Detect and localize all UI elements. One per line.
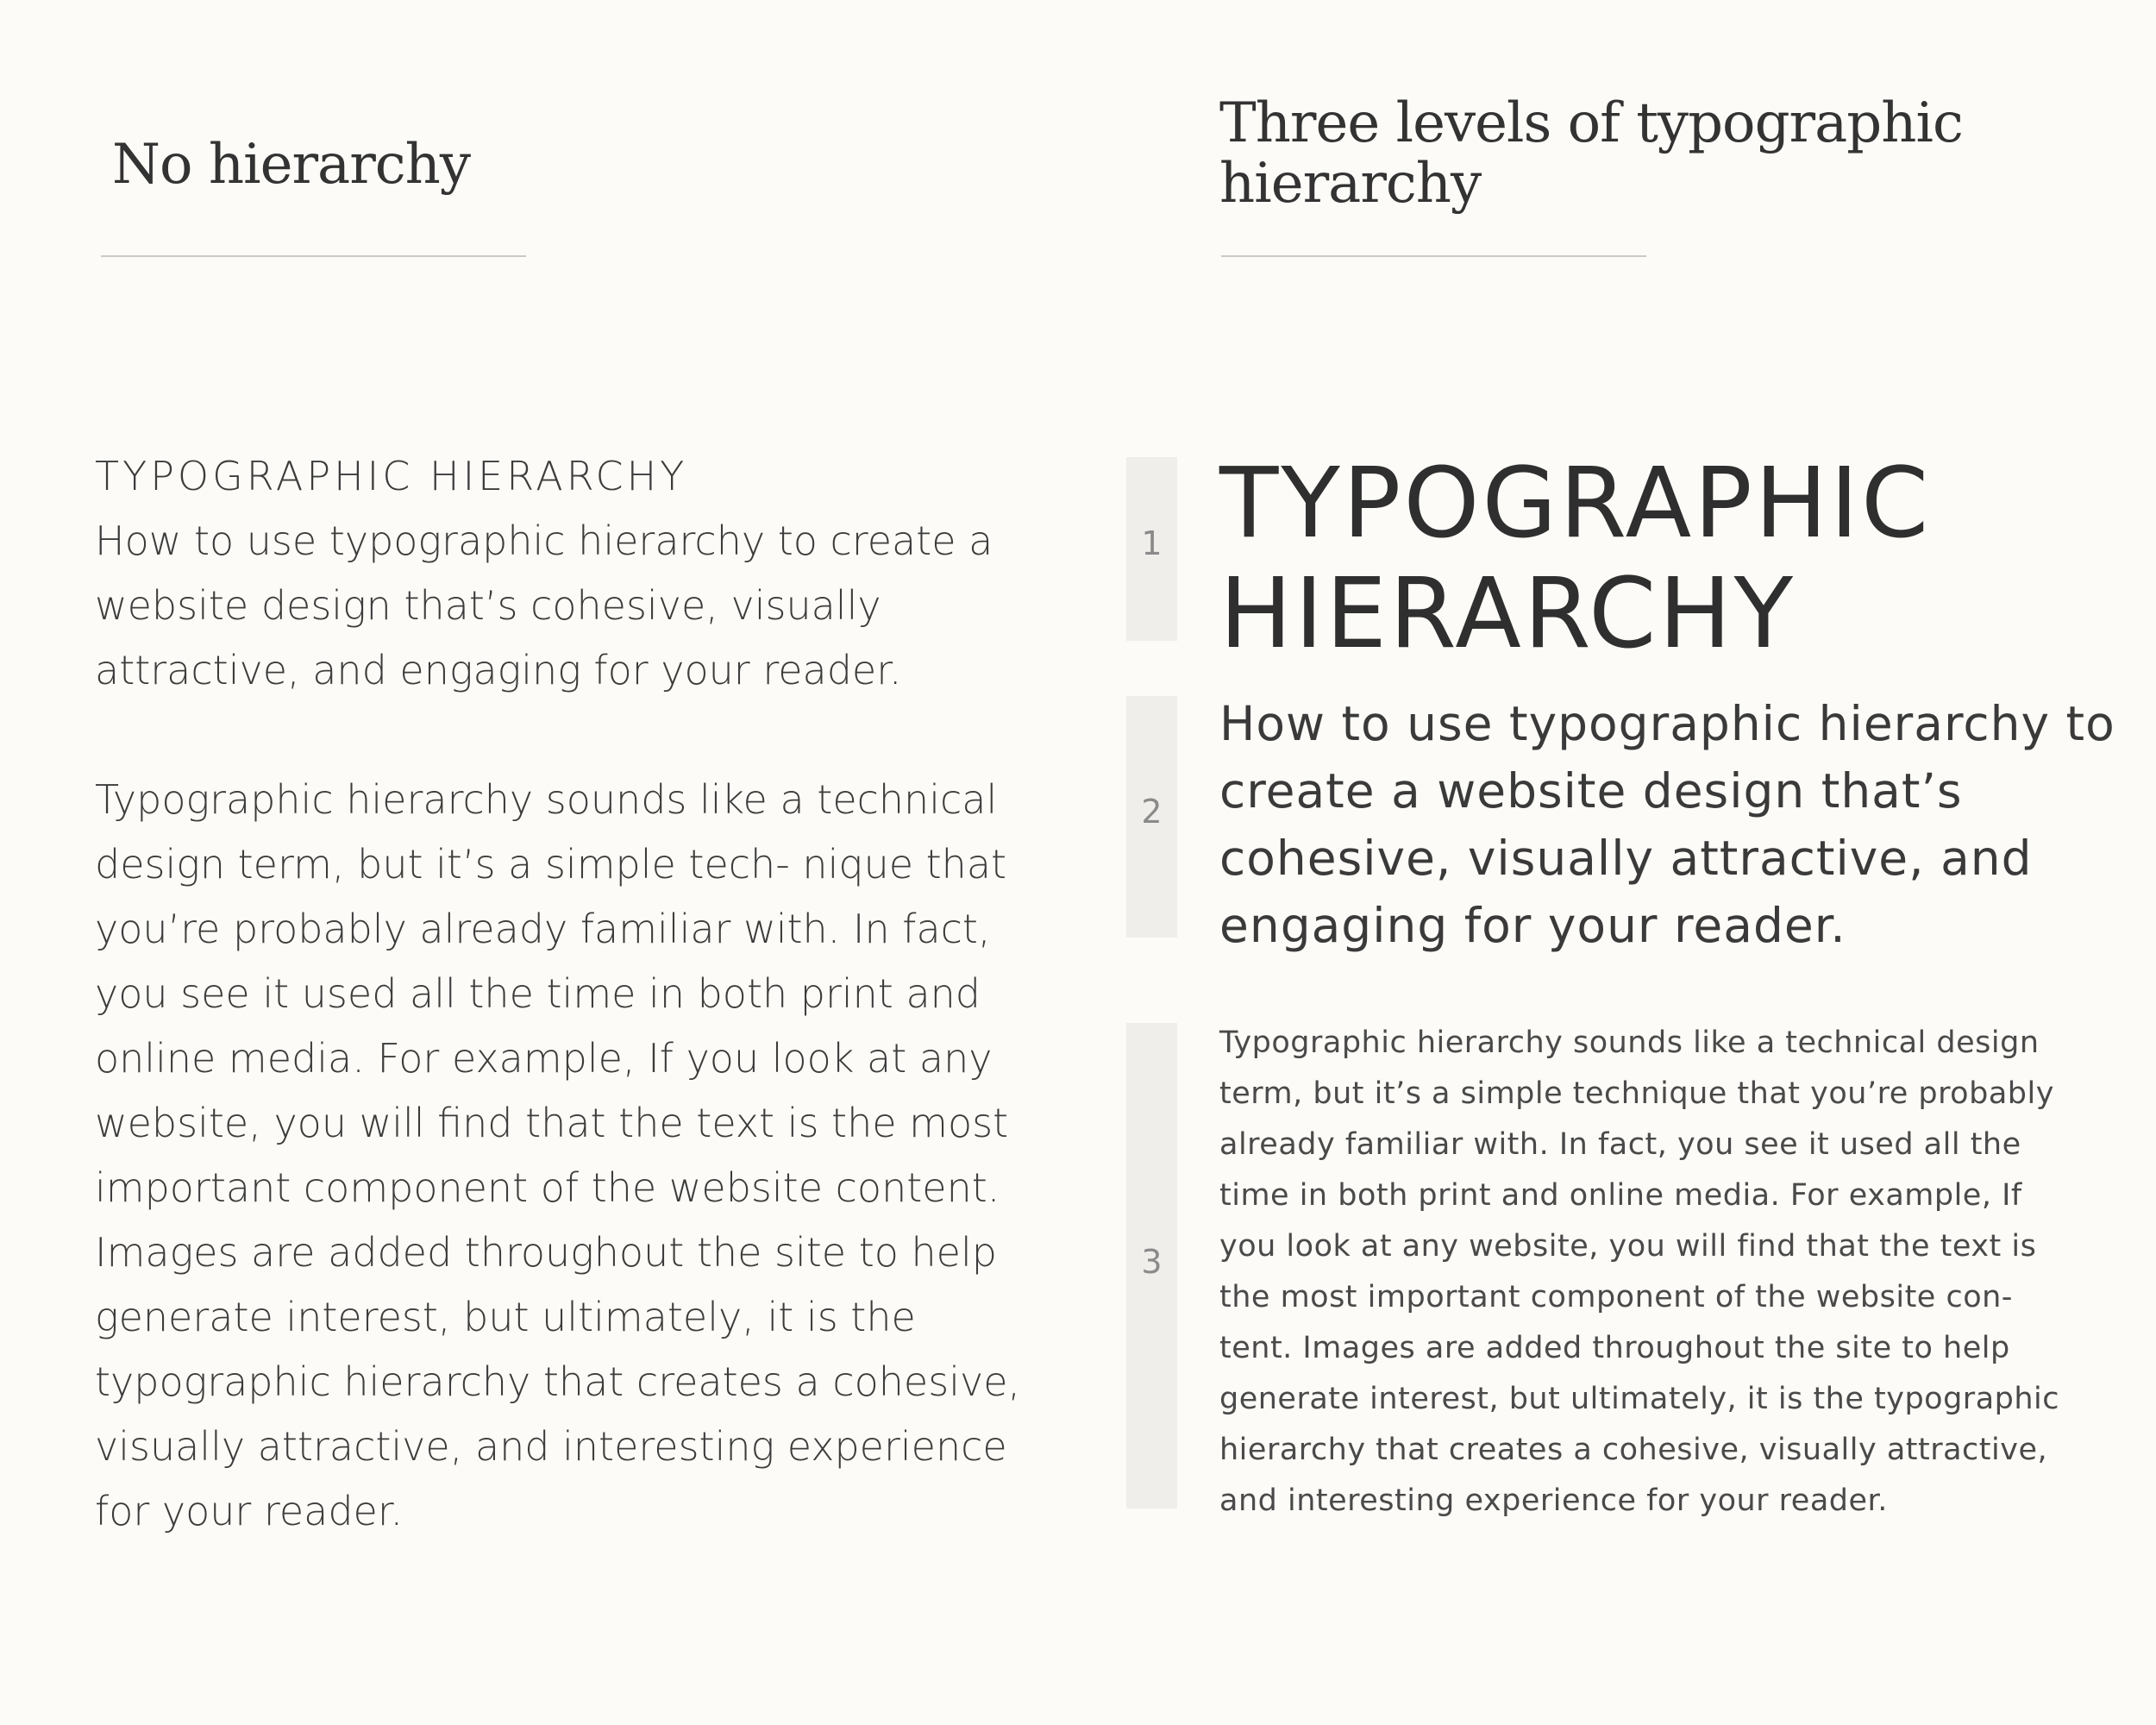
left-column-title: No hierarchy [112,133,470,197]
level-2-number: 2 [1141,793,1163,831]
level-1-heading: TYPOGRAPHIC HIERARCHY [1219,448,1932,670]
plain-subheading: How to use typographic hierarchy to create a website design that’s cohesive, visually attractive, and engaging for your reader. [95,518,993,693]
level-1-number: 1 [1141,524,1163,562]
right-column-title: Three levels of typographic hierarchy [1219,91,1963,216]
level-3-body: Typographic hierarchy sounds like a technical design term, but it’s a simple technique that you’re probably already familiar with. In fact, you see it used all the time in both print and online media. For example, If you look at any website, you will find that the text is the most important component of the website con- tent. Images are added throughout the site to help generate interest, but ultimately, it is the typographic hierarchy that creates a cohesive, visually attractive, and interesting experience for your reader. [1219,1026,2060,1518]
left-title-divider [101,255,526,257]
level-3-number: 3 [1141,1243,1163,1281]
no-hierarchy-text-block [95,444,1035,1544]
level-2-subheading: How to use typographic hierarchy to create a website design that’s cohesive, visually attractive, and engaging for your reader. [1219,696,2115,953]
plain-body: Typographic hierarchy sounds like a technical design term, but it’s a simple tech- nique that you’re probably already familiar with. In fact, you see it used all the time in both print and online media. For example, If you look at any website, you will find that the text is the most important component of the website content. Images are added throughout the site to help generate interest, but ultimately, it is the typographic hierarchy that creates a cohesive, visually attractive, and interesting experience for your reader. [95,776,1021,1534]
level-1-marker [1126,457,1177,641]
right-title-divider [1221,255,1646,257]
level-2-marker [1126,696,1177,938]
level-3-marker [1126,1023,1177,1509]
plain-heading: TYPOGRAPHIC HIERARCHY [95,453,688,499]
